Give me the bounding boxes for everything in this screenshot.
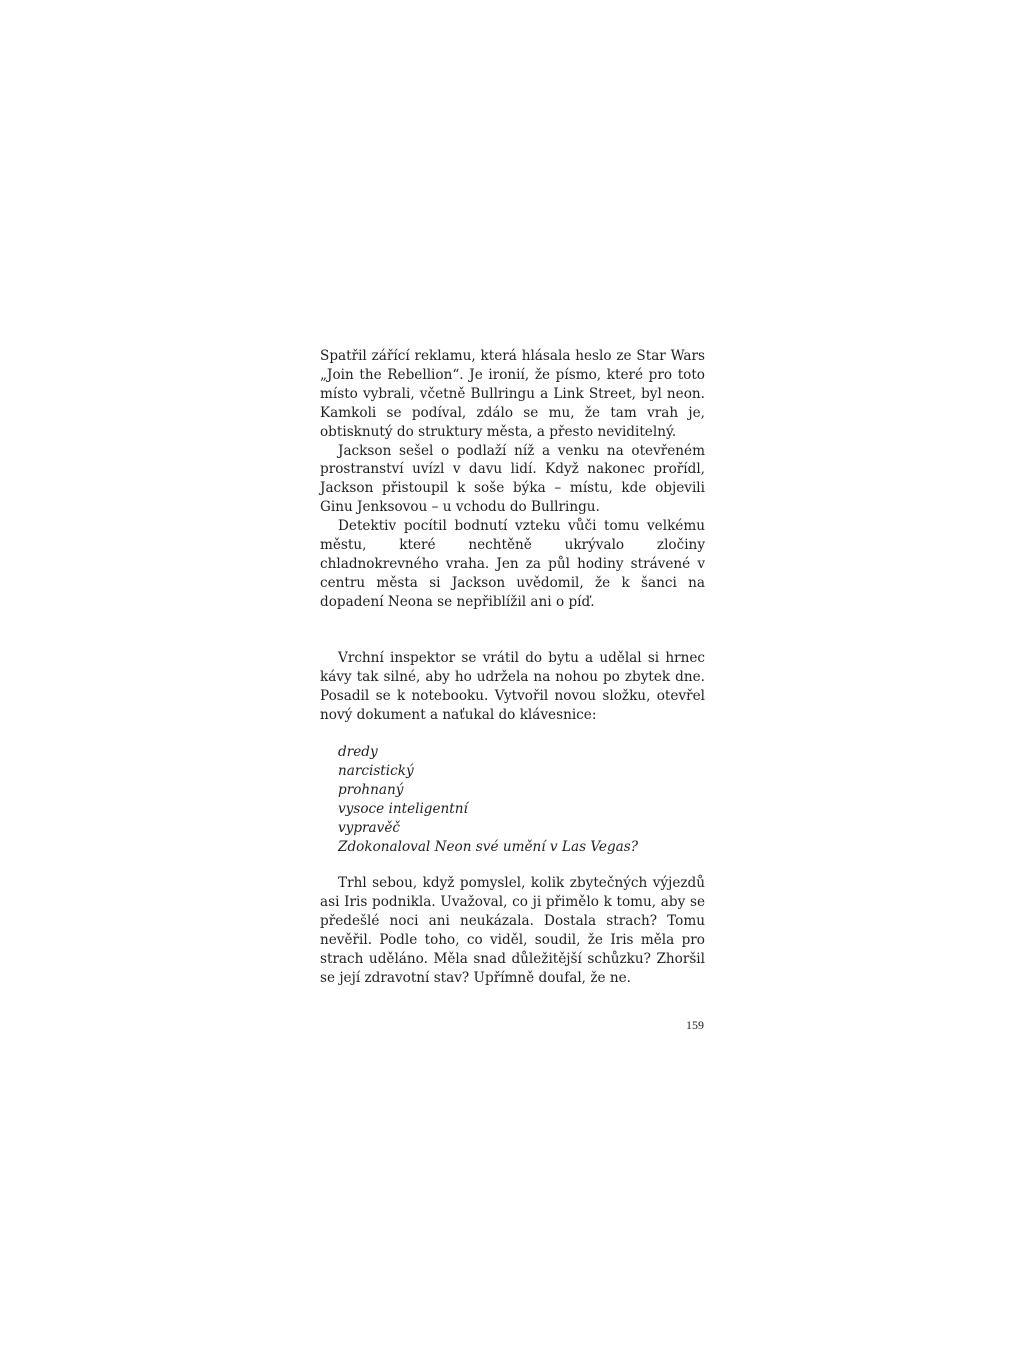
paragraph: Trhl sebou, když pomyslel, kolik zbytečných výjezdů asi Iris podnikla. Uvažoval, co ji přimělo k tomu, aby se předešlé noci ani neukázala. Dostala strach? Tomu nevěřil. Podle toho, co viděl, soudil, že Iris měla pro strach uděláno. Měla snad důležitější schůzku? Zhoršil se její zdravotní stav? Upřímně doufal, že ne. <box>320 875 705 986</box>
typed-notes-list <box>338 743 708 856</box>
paragraph: Spatřil zářící reklamu, která hlásala heslo ze Star Wars „Join the Rebellion“. Je ironií, že písmo, které pro toto místo vybrali, včetně Bullringu a Link Street, byl neon. Kamkoli se podíval, zdálo se mu, že tam vrah je, obtisknutý do struktury města, a přesto neviditelný. <box>320 348 705 440</box>
list-item: dredy <box>338 744 378 760</box>
list-item: narcistický <box>338 762 414 779</box>
text-section-3 <box>320 874 705 987</box>
list-item: prohnaný <box>338 781 404 798</box>
list-item: vysoce inteligentní <box>338 800 468 817</box>
list-item: Zdokonaloval Neon své umění v Las Vegas? <box>338 838 639 855</box>
page-number: 159 <box>686 1018 704 1032</box>
text-section-2 <box>320 649 705 725</box>
paragraph: Detektiv pocítil bodnutí vzteku vůči tomu velkému městu, které nechtěně ukrývalo zločiny chladnokrevného vraha. Jen za půl hodiny strávené v centru města si Jackson uvědomil, že k šanci na dopadení Neona se nepřiblížil ani o píď. <box>320 518 705 610</box>
list-item: vypravěč <box>338 819 401 836</box>
paragraph: Jackson sešel o podlaží níž a venku na otevřeném prostranství uvízl v davu lidí. Když nakonec prořídl, Jackson přistoupil k soše býka – místu, kde objevili Ginu Jenksovou – u vchodu do Bullringu. <box>320 442 705 516</box>
text-section-1 <box>320 347 705 612</box>
paragraph: Vrchní inspektor se vrátil do bytu a udělal si hrnec kávy tak silné, aby ho udržela na nohou po zbytek dne. Posadil se k notebooku. Vytvořil novou složku, otevřel nový dokument a naťukal do klávesnice: <box>320 650 705 723</box>
